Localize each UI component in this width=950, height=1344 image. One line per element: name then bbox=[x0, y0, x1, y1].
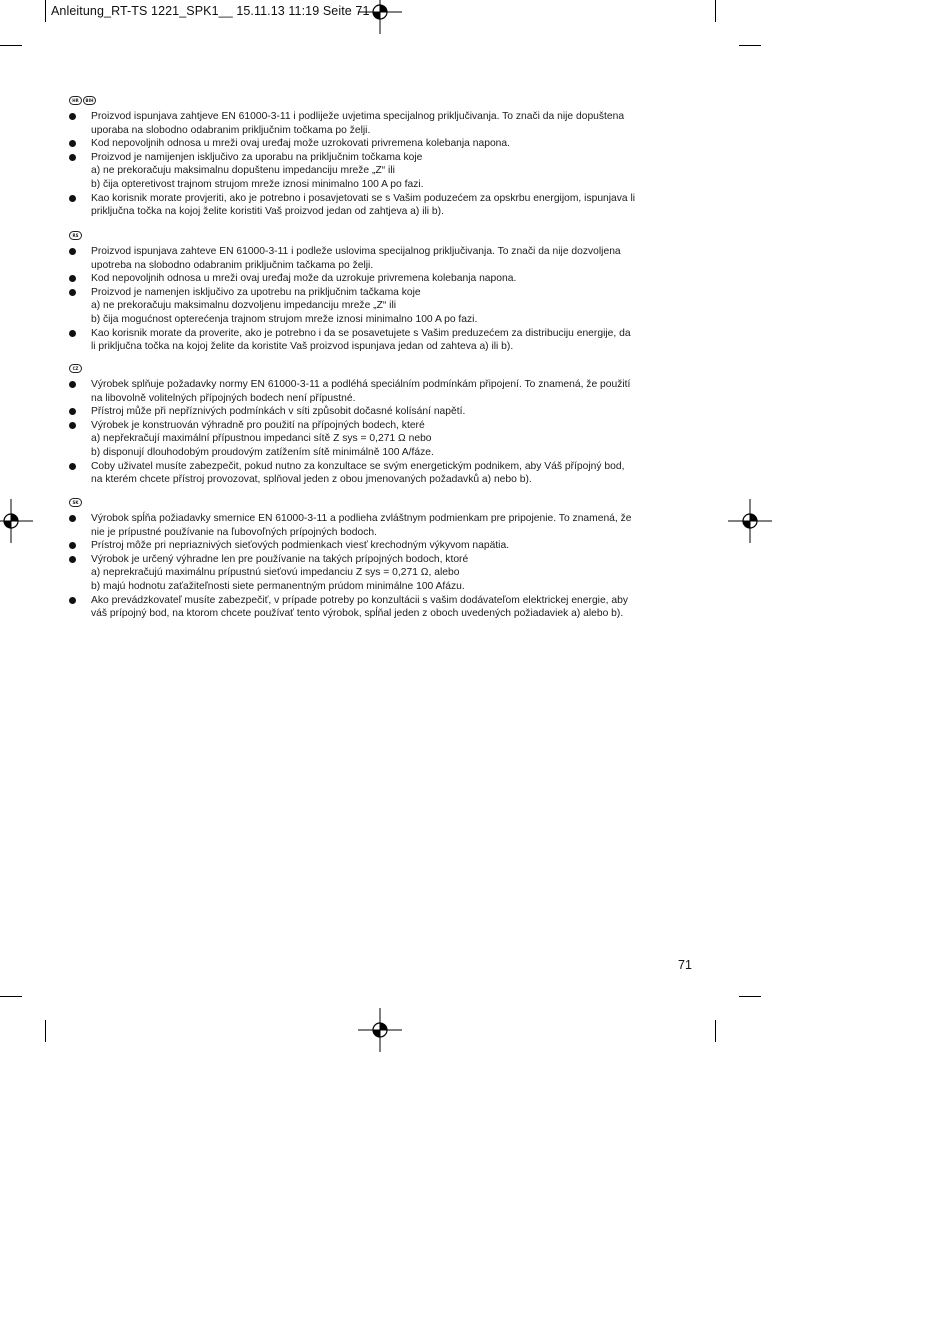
crop-mark bbox=[0, 996, 22, 997]
section-rs bbox=[68, 224, 698, 354]
text-line: li priključna točka na kojoj želite da koristite Vaš proizvod ispunjava jedan od zahteva a) ili b). bbox=[91, 341, 514, 353]
text-line: b) čija mogućnost opterećenja trajnom strujom mreže iznosi minimalno 100 A po fazi. bbox=[91, 313, 478, 325]
registration-mark-icon bbox=[358, 0, 402, 34]
list-item bbox=[68, 594, 698, 621]
list-item bbox=[68, 245, 698, 272]
text-line: Kao korisnik morate provjeriti, ako je potrebno i posavjetovati se s Vašim poduzećem za opskrbu energijom, ispunjava li bbox=[91, 192, 636, 204]
text-line: a) nepřekračují maximální přípustnou impedanci sítě Z sys = 0,271 Ω nebo bbox=[91, 433, 432, 445]
country-code-badge: CZ bbox=[69, 364, 82, 373]
crop-mark bbox=[45, 1020, 46, 1042]
text-line: Ako prevádzkovateľ musíte zabezpečiť, v prípade potreby po konzultácii s vašim dodávateľom elektrickej energie, aby bbox=[91, 594, 629, 606]
list-item bbox=[68, 378, 698, 405]
bullet-list bbox=[68, 110, 698, 219]
text-line: priključna točka na kojoj želite koristiti Vaš proizvod jedan od zahtjeva a) ili b). bbox=[91, 206, 444, 218]
list-item bbox=[68, 539, 698, 553]
text-line: nie je prípustné používanie na ľubovoľných prípojných bodoch. bbox=[91, 526, 377, 538]
bullet-icon bbox=[69, 275, 76, 282]
text-line: Proizvod ispunjava zahtjeve EN 61000-3-11 i podliježe uvjetima specijalnog priključivanja. To znači da nije dopuštena bbox=[91, 111, 625, 122]
text-line: Prístroj môže pri nepriaznivých sieťových podmienkach viesť krechodným výkyvom napätia. bbox=[91, 540, 510, 552]
list-item bbox=[68, 405, 698, 419]
bullet-icon bbox=[69, 140, 76, 147]
text-line: Proizvod je namijenjen isključivo za uporabu na priključnim točkama koje bbox=[91, 151, 423, 163]
crop-mark bbox=[715, 0, 716, 22]
registration-mark-icon bbox=[358, 1008, 402, 1052]
country-code-badge: SK bbox=[69, 498, 82, 507]
country-code-badge: RS bbox=[69, 231, 82, 240]
bullet-icon bbox=[69, 330, 76, 337]
text-line: Přístroj může při nepříznivých podmínkách v síti způsobit dočasné kolísání napětí. bbox=[91, 406, 466, 418]
text-line: uporaba na slobodno odabranim priključnim točkama po želji. bbox=[91, 124, 371, 136]
text-line: b) majú hodnotu zaťažiteľnosti siete permanentným prúdom minimálne 100 Afázu. bbox=[91, 580, 465, 592]
text-line: Výrobek je konstruován výhradně pro použití na přípojných bodech, které bbox=[91, 419, 425, 431]
list-item bbox=[68, 110, 698, 137]
bullet-icon bbox=[69, 542, 76, 549]
text-line: Výrobok spĺňa požiadavky smernice EN 61000-3-11 a podlieha zvláštnym podmienkam pre pripojenie. To znamená, že bbox=[91, 513, 632, 524]
list-item bbox=[68, 286, 698, 327]
print-header: Anleitung_RT-TS 1221_SPK1__ 15.11.13 11:19 Seite 71 bbox=[51, 4, 370, 18]
text-line: Výrobok je určený výhradne len pre používanie na takých prípojných bodoch, ktoré bbox=[91, 553, 469, 565]
list-item bbox=[68, 272, 698, 286]
bullet-list bbox=[68, 512, 698, 621]
text-line: a) neprekračujú maximálnu prípustnú sieťovú impedanciu Z sys = 0,271 Ω, alebo bbox=[91, 567, 460, 579]
bullet-icon bbox=[69, 408, 76, 415]
bullet-list bbox=[68, 245, 698, 354]
section-hr-bih bbox=[68, 89, 698, 219]
text-line: Výrobek splňuje požadavky normy EN 61000-3-11 a podléhá speciálním podmínkám připojení. To znamená, že použití bbox=[91, 379, 631, 390]
list-item bbox=[68, 327, 698, 354]
text-line: na libovolně volitelných přípojných bodech není přípustné. bbox=[91, 392, 356, 404]
list-item bbox=[68, 419, 698, 460]
bullet-icon bbox=[69, 113, 76, 120]
language-flag bbox=[69, 231, 82, 240]
crop-mark bbox=[739, 45, 761, 46]
section-cz bbox=[68, 357, 698, 487]
language-flag bbox=[69, 498, 82, 507]
registration-mark-icon bbox=[0, 499, 33, 543]
text-line: Kod nepovoljnih odnosa u mreži ovaj uređaj može uzrokovati privremena kolebanja napona. bbox=[91, 138, 510, 150]
bullet-icon bbox=[69, 597, 76, 604]
text-line: Proizvod ispunjava zahteve EN 61000-3-11 i podleže uslovima specijalnog priključivanja. To znači da nije dozvoljena bbox=[91, 246, 621, 257]
language-flag bbox=[69, 364, 82, 373]
text-line: a) ne prekoračuju maksimalnu dopuštenu impedanciju mreže „Z“ ili bbox=[91, 165, 395, 177]
text-line: na kterém chcete přístroj provozovat, splňoval jeden z obou jmenovaných požadavků a) nebo b). bbox=[91, 474, 532, 486]
text-line: Proizvod je namenjen isključivo za upotrebu na priključnim tačkama koje bbox=[91, 286, 421, 298]
country-code-badge: BIH bbox=[83, 96, 96, 105]
list-item bbox=[68, 137, 698, 151]
bullet-icon bbox=[69, 463, 76, 470]
text-line: Kod nepovoljnih odnosa u mreži ovaj uređaj može da uzrokuje privremena kolebanja napona. bbox=[91, 273, 517, 285]
registration-mark-icon bbox=[728, 499, 772, 543]
text-line: Coby uživatel musíte zabezpečit, pokud nutno za konzultace se svým energetickým podnikem, aby Váš přípojný bod, bbox=[91, 460, 625, 472]
bullet-icon bbox=[69, 515, 76, 522]
text-line: Kao korisnik morate da proverite, ako je potrebno i da se posavetujete s Vašim preduzećem za distribuciju energije, da bbox=[91, 327, 631, 339]
crop-mark bbox=[715, 1020, 716, 1042]
text-line: a) ne prekoračuju maksimalnu dozvoljenu impedanciju mreže „Z“ ili bbox=[91, 300, 397, 312]
bullet-icon bbox=[69, 195, 76, 202]
section-sk bbox=[68, 491, 698, 621]
list-item bbox=[68, 512, 698, 539]
list-item bbox=[68, 460, 698, 487]
list-item bbox=[68, 192, 698, 219]
bullet-icon bbox=[69, 381, 76, 388]
language-flag bbox=[69, 96, 96, 105]
bullet-icon bbox=[69, 248, 76, 255]
bullet-icon bbox=[69, 289, 76, 296]
text-line: b) disponují dlouhodobým proudovým zatížením sítě minimálně 100 A/fáze. bbox=[91, 446, 434, 458]
text-line: upotreba na slobodno odabranim priključnim tačkama po želji. bbox=[91, 259, 374, 271]
bullet-list bbox=[68, 378, 698, 487]
crop-mark bbox=[0, 45, 22, 46]
page-number: 71 bbox=[678, 958, 692, 972]
list-item bbox=[68, 553, 698, 594]
bullet-icon bbox=[69, 154, 76, 161]
crop-mark bbox=[739, 996, 761, 997]
text-line: váš prípojný bod, na ktorom chcete používať tento výrobok, spĺňal jeden z oboch uvedených požiadaviek a) alebo b). bbox=[91, 608, 624, 620]
bullet-icon bbox=[69, 422, 76, 429]
list-item bbox=[68, 151, 698, 192]
bullet-icon bbox=[69, 556, 76, 563]
text-line: b) čija opteretivost trajnom strujom mreže iznosi minimalno 100 A po fazi. bbox=[91, 178, 424, 190]
country-code-badge: HR bbox=[69, 96, 82, 105]
crop-mark bbox=[45, 0, 46, 22]
